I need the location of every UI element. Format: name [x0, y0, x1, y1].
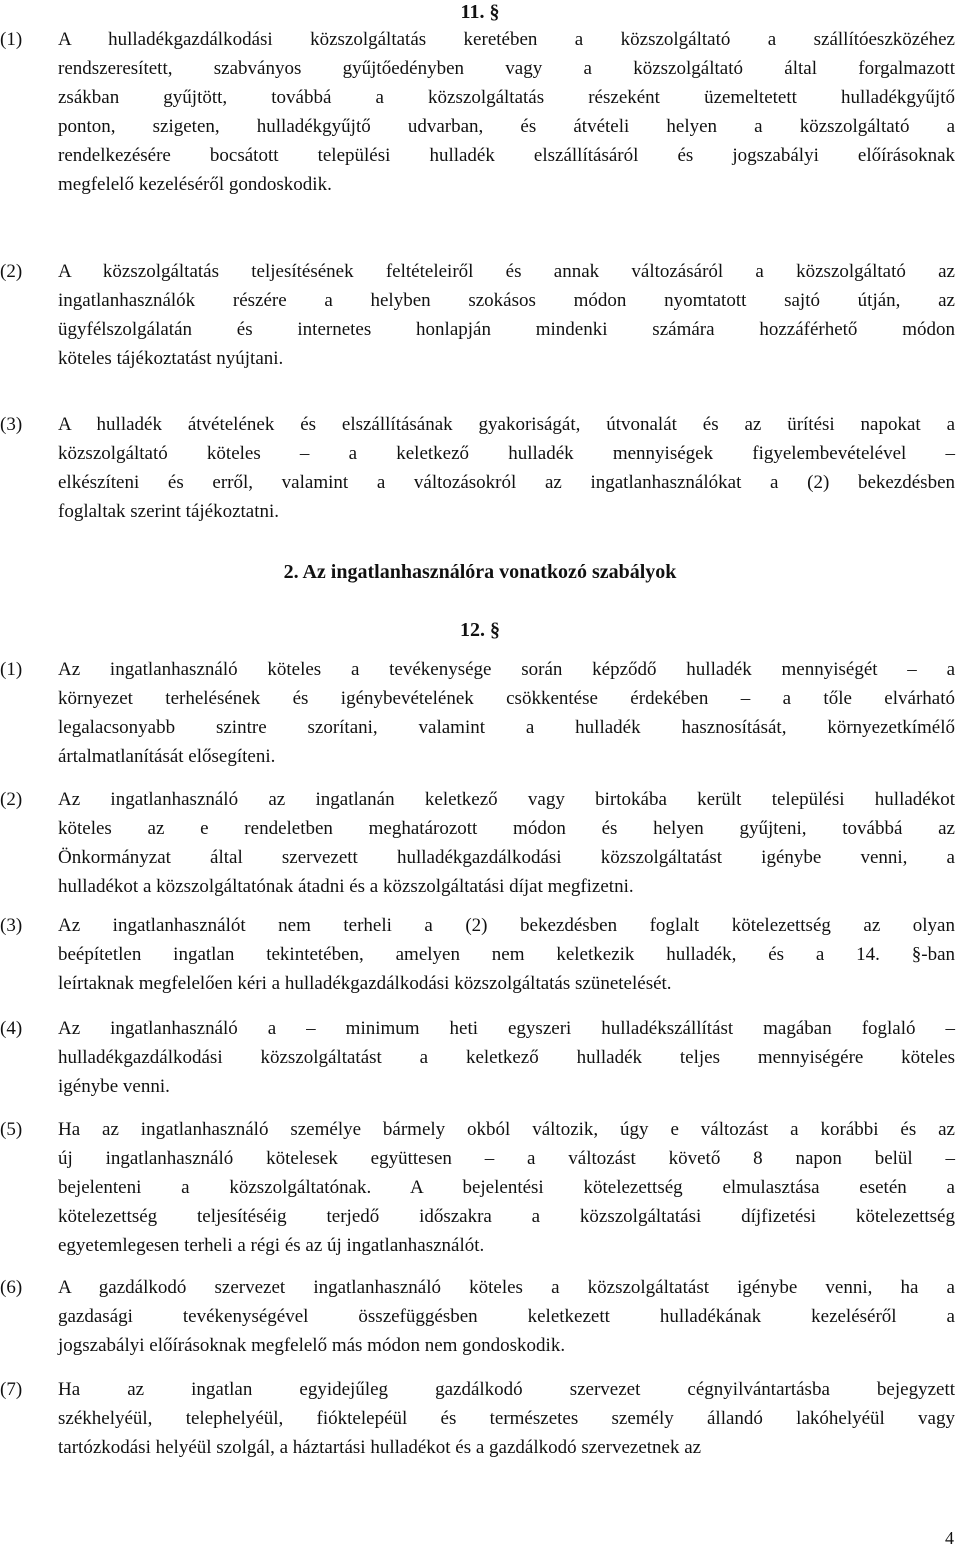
paragraph-number: (7) — [0, 1379, 23, 1400]
page-number: 4 — [945, 1528, 954, 1548]
paragraph-line: megfelelő kezeléséről gondoskodik. — [58, 174, 332, 195]
paragraph-line: Az ingatlanhasználó köteles a tevékenysége során képződő hulladék mennyiségét – a — [58, 659, 955, 680]
paragraph-line: A közszolgáltatás teljesítésének feltételeiről és annak változásáról a közszolgáltató az — [58, 261, 955, 282]
paragraph-line: elkészíteni és erről, valamint a változásokról az ingatlanhasználókat a (2) bekezdésben — [58, 472, 955, 493]
paragraph-line: Önkormányzat által szervezett hulladékgazdálkodási közszolgáltatást igénybe venni, a — [58, 847, 955, 868]
chapter-heading: 2. Az ingatlanhasználóra vonatkozó szabályok — [283, 561, 677, 583]
paragraph-number: (1) — [0, 659, 23, 680]
paragraph-line: zsákban gyűjtött, továbbá a közszolgáltatás részeként üzemeltetett hulladékgyűjtő — [58, 87, 955, 108]
paragraph-number: (3) — [0, 414, 23, 435]
paragraph-line: bejelenteni a közszolgáltatónak. A bejelentési kötelezettség elmulasztása esetén a — [58, 1177, 955, 1198]
paragraph-number: (3) — [0, 915, 23, 936]
paragraph-number: (5) — [0, 1119, 23, 1140]
paragraph-line: tartózkodási helyéül szolgál, a háztartási hulladékot és a gazdálkodó szervezetnek az — [58, 1437, 702, 1458]
paragraph-number: (2) — [0, 789, 23, 810]
section-heading: 11. § — [460, 1, 500, 23]
paragraph-line: foglaltak szerint tájékoztatni. — [58, 501, 280, 522]
paragraph-line: köteles tájékoztatást nyújtani. — [58, 348, 284, 369]
paragraph-line: ügyfélszolgálatán és internetes honlapján mindenki számára hozzáférhető módon — [58, 319, 955, 340]
paragraph-line: hulladékgazdálkodási közszolgáltatást a keletkező hulladék teljes mennyiségére köteles — [58, 1047, 955, 1068]
paragraph-line: jogszabályi előírásoknak megfelelő más módon nem gondoskodik. — [58, 1335, 566, 1356]
paragraph-line: A gazdálkodó szervezet ingatlanhasználó köteles a közszolgáltatást igénybe venni, ha a — [58, 1277, 955, 1298]
paragraph-number: (1) — [0, 29, 23, 50]
paragraph-line: környezet terhelésének és igénybevételének csökkentése érdekében – a tőle elvárható — [58, 688, 955, 709]
paragraph-line: rendszeresített, szabványos gyűjtőedényben vagy a közszolgáltató által forgalmazott — [58, 58, 955, 79]
paragraph-line: Ha az ingatlan egyidejűleg gazdálkodó szervezet cégnyilvántartásba bejegyzett — [58, 1379, 955, 1400]
paragraph-line: új ingatlanhasználó kötelesek együttesen – a változást követő 8 napon belül – — [58, 1148, 955, 1169]
paragraph-line: Az ingatlanhasználót nem terheli a (2) bekezdésben foglalt kötelezettség az olyan — [58, 915, 955, 936]
section-heading: 12. § — [460, 619, 500, 641]
paragraph-number: (2) — [0, 261, 23, 282]
paragraph-line: leírtaknak megfelelően kéri a hulladékgazdálkodási közszolgáltatás szünetelését. — [58, 973, 672, 994]
paragraph-line: beépítetlen ingatlan tekintetében, amelyen nem keletkezik hulladék, és a 14. §-ban — [58, 944, 955, 965]
paragraph-line: Ha az ingatlanhasználó személye bármely okból változik, úgy e változást a korábbi és az — [58, 1119, 955, 1140]
paragraph-line: kötelezettség teljesítéséig terjedő időszakra a közszolgáltatási díjfizetési kötelezettség — [58, 1206, 955, 1227]
paragraph-line: legalacsonyabb szintre szorítani, valamint a hulladék hasznosítását, környezetkímélő — [58, 717, 955, 738]
paragraph-line: rendelkezésére bocsátott települési hulladék elszállításáról és jogszabályi előírásoknak — [58, 145, 955, 166]
paragraph-line: egyetemlegesen terheli a régi és az új ingatlanhasználót. — [58, 1235, 485, 1256]
paragraph-line: ártalmatlanítását elősegíteni. — [58, 746, 276, 767]
paragraph-line: hulladékot a közszolgáltatónak átadni és a közszolgáltatási díjat megfizetni. — [58, 876, 634, 897]
paragraph-line: ingatlanhasználók részére a helyben szokásos módon nyomtatott sajtó útján, az — [58, 290, 955, 311]
paragraph-line: köteles az e rendeletben meghatározott módon és helyen gyűjteni, továbbá az — [58, 818, 955, 839]
paragraph-line: székhelyéül, telephelyéül, fióktelepéül és természetes személy állandó lakóhelyéül vagy — [58, 1408, 955, 1429]
paragraph-line: ponton, szigeten, hulladékgyűjtő udvarban, és átvételi helyen a közszolgáltató a — [58, 116, 955, 137]
paragraph-line: A hulladék átvételének és elszállításának gyakoriságát, útvonalát és az ürítési napokat a — [58, 414, 955, 435]
paragraph-line: igénybe venni. — [58, 1076, 170, 1097]
paragraph-line: Az ingatlanhasználó az ingatlanán keletkező vagy birtokába került települési hulladékot — [58, 789, 955, 810]
paragraph-line: közszolgáltató köteles – a keletkező hulladék mennyiségek figyelembevételével – — [58, 443, 955, 464]
paragraph-line: A hulladékgazdálkodási közszolgáltatás keretében a közszolgáltató a szállítóeszközéhez — [58, 29, 955, 50]
paragraph-line: Az ingatlanhasználó a – minimum heti egyszeri hulladékszállítást magában foglaló – — [58, 1018, 955, 1039]
paragraph-line: gazdasági tevékenységével összefüggésben keletkezett hulladékának kezeléséről a — [58, 1306, 955, 1327]
paragraph-number: (6) — [0, 1277, 23, 1298]
paragraph-number: (4) — [0, 1018, 23, 1039]
